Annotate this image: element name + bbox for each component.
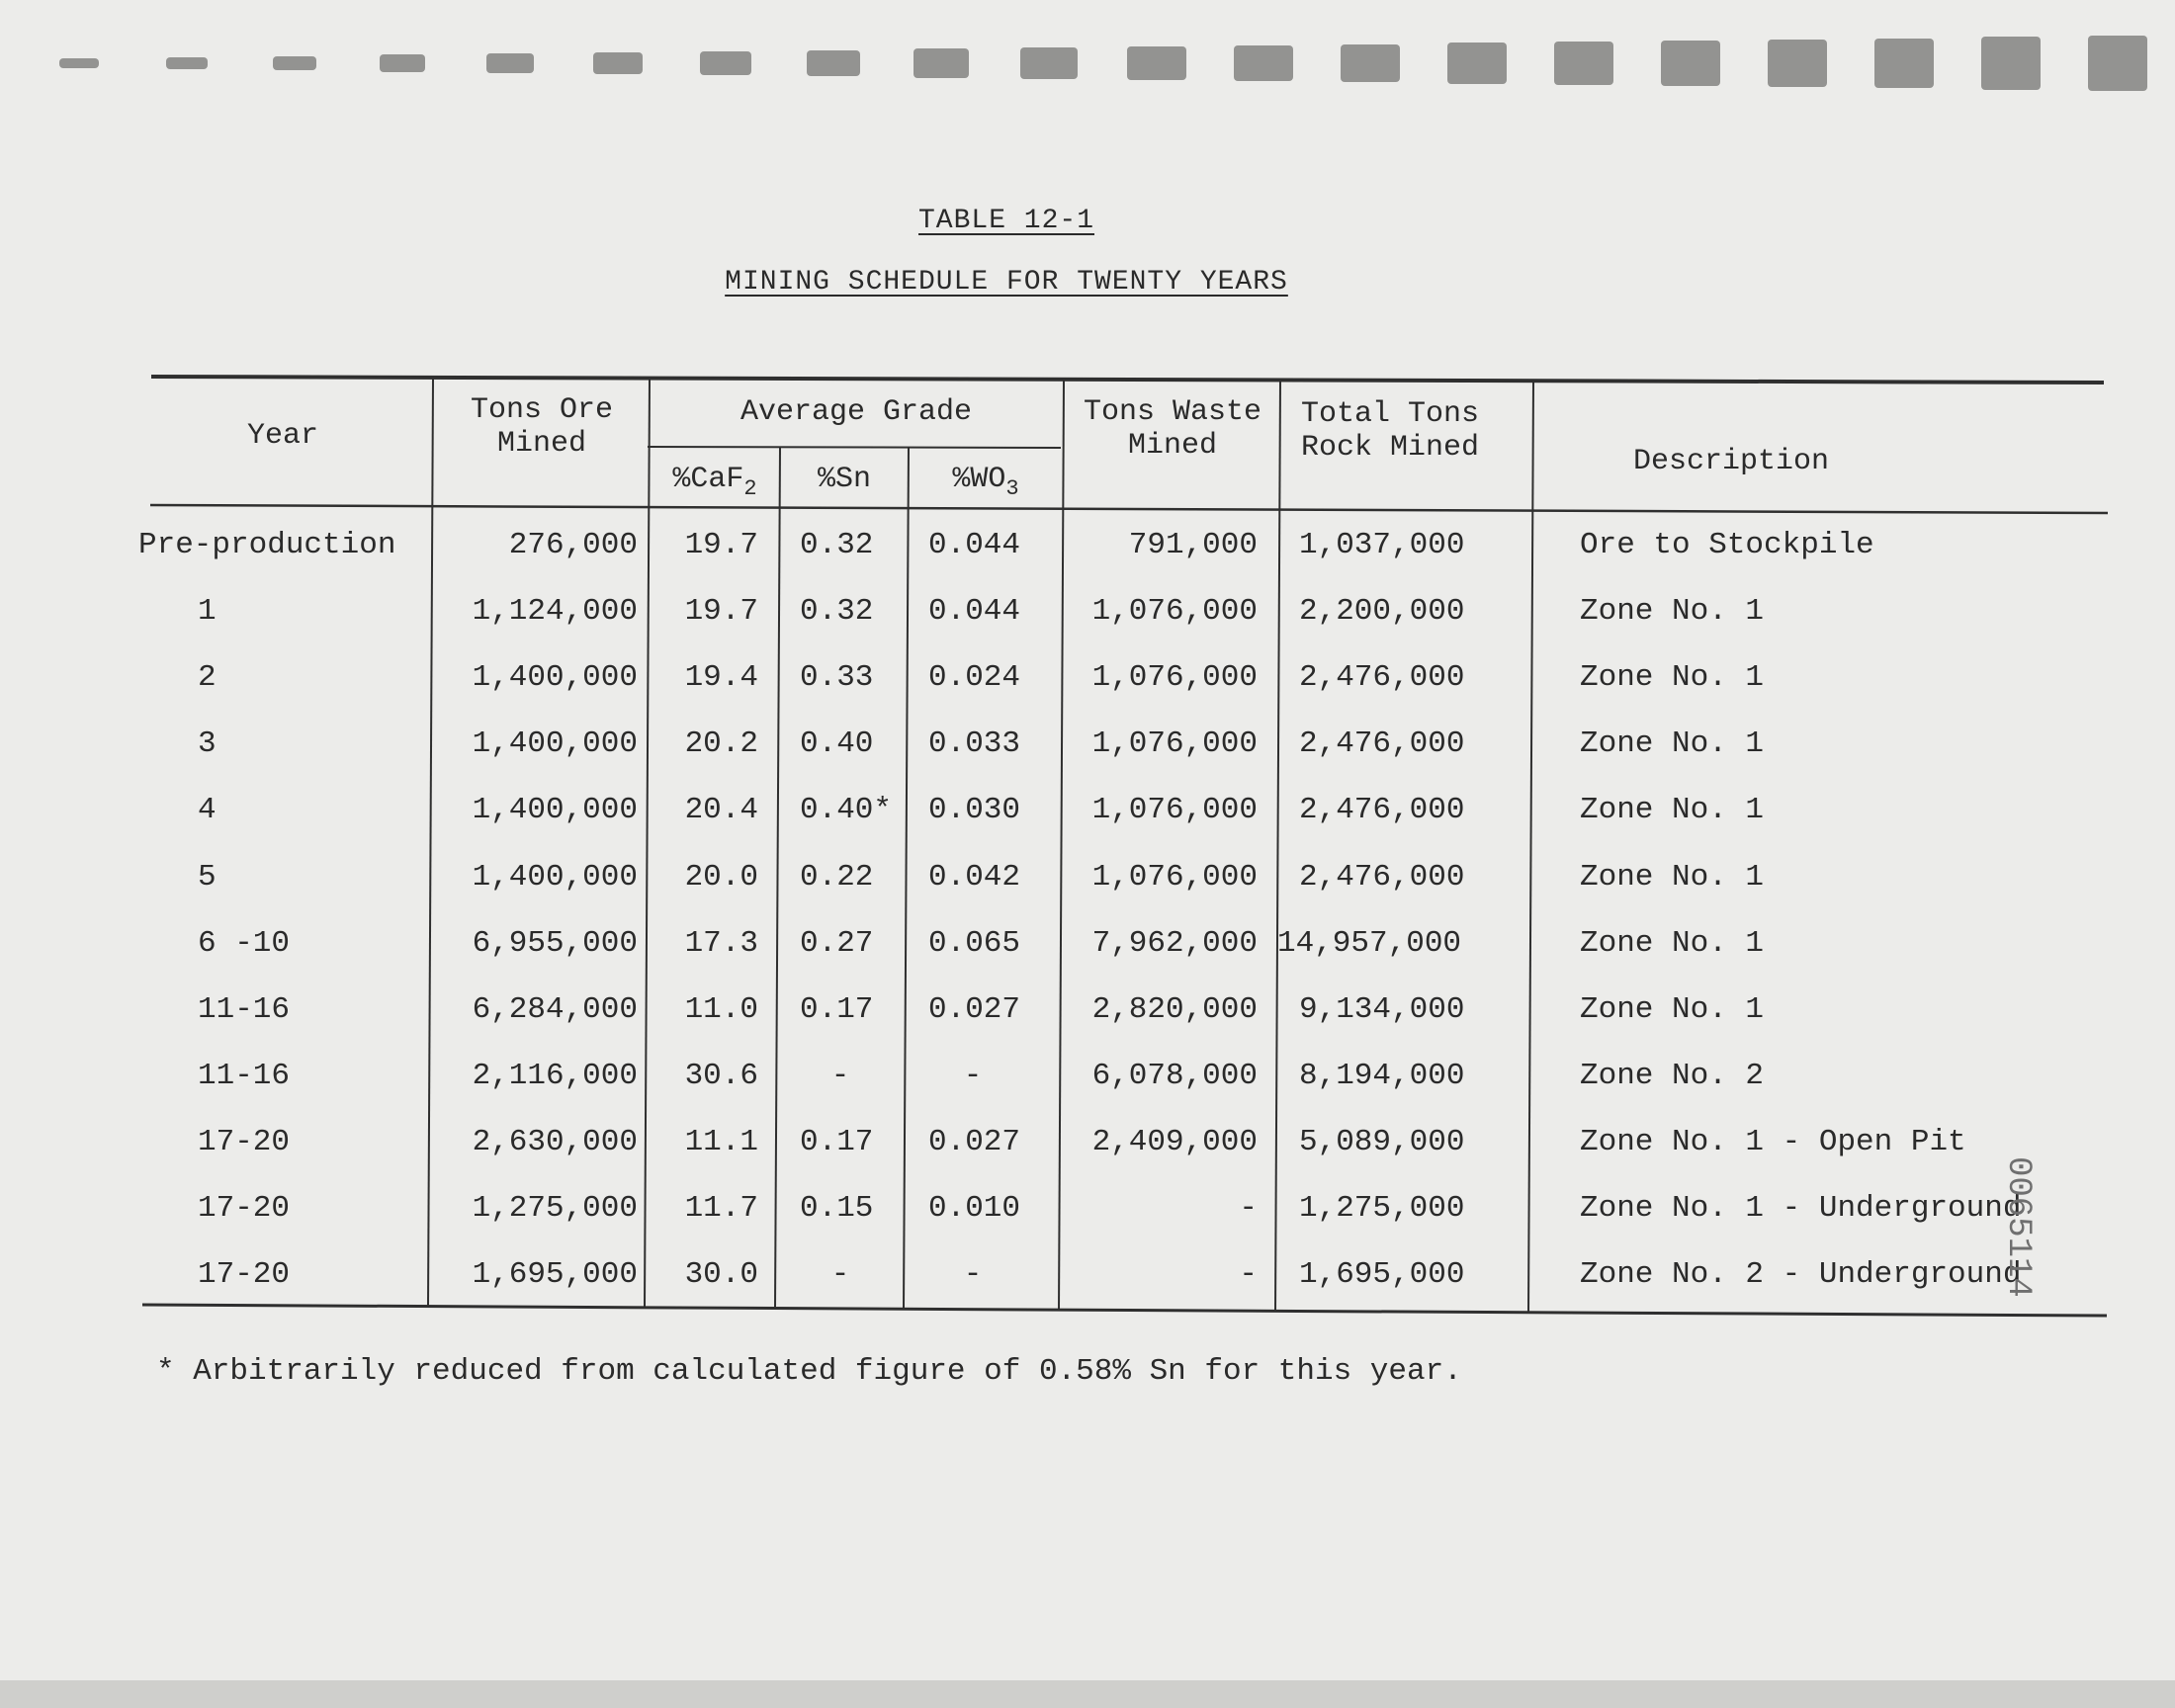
cell-sn: 0.27	[800, 925, 874, 961]
cell-year: 4	[198, 793, 217, 828]
cell-tons-ore: 1,695,000	[472, 1257, 638, 1293]
header-wo3: $\%WO_3$	[952, 463, 1019, 501]
cell-total-tons: 1,695,000	[1299, 1257, 1465, 1293]
cell-year: 1	[198, 594, 217, 630]
cell-tons-ore: 1,400,000	[472, 859, 638, 895]
cell-total-tons: 2,476,000	[1299, 726, 1465, 762]
cell-tons-ore: 276,000	[508, 528, 638, 562]
cell-wo3: 0.010	[928, 1191, 1021, 1226]
cell-sn: 0.17	[800, 1124, 874, 1159]
cell-total-tons: 14,957,000	[1277, 925, 1462, 961]
cell-tons-waste: 2,820,000	[1091, 991, 1258, 1027]
cell-description: Zone No. 1	[1580, 925, 1765, 961]
cell-wo3: 0.030	[928, 793, 1021, 828]
cell-sn: 0.15	[800, 1191, 874, 1226]
cell-caf2: 11.7	[684, 1191, 758, 1226]
margin-stamp: 0065114	[1999, 1156, 2037, 1298]
cell-total-tons: 2,200,000	[1299, 594, 1465, 630]
cell-wo3: 0.042	[928, 859, 1021, 895]
cell-year: 5	[198, 859, 217, 895]
cell-caf2: 11.0	[684, 991, 758, 1027]
cell-total-tons: 1,275,000	[1299, 1191, 1465, 1226]
cell-tons-ore: 1,275,000	[472, 1191, 638, 1226]
cell-tons-ore: 1,124,000	[472, 594, 638, 630]
header-total-tons-rock-mined: Total Tons Rock Mined	[1301, 397, 1480, 465]
cell-total-tons: 1,037,000	[1299, 528, 1465, 562]
cell-tons-waste: 6,078,000	[1091, 1058, 1258, 1093]
cell-description: Ore to Stockpile	[1580, 528, 1874, 562]
cell-wo3: 0.033	[928, 726, 1021, 762]
header-caf2: %CaF$_2$	[672, 463, 757, 501]
cell-wo3: 0.024	[928, 660, 1021, 696]
cell-caf2: 19.7	[684, 594, 758, 630]
cell-tons-waste: 2,409,000	[1091, 1124, 1258, 1159]
cell-wo3: 0.065	[928, 925, 1021, 961]
cell-caf2: 20.0	[684, 859, 758, 895]
cell-wo3: 0.044	[928, 594, 1021, 630]
cell-year: 17-20	[198, 1124, 291, 1159]
cell-year: 6 -10	[198, 925, 291, 961]
cell-description: Zone No. 1	[1580, 793, 1765, 828]
cell-sn: 0.32	[800, 594, 874, 630]
cell-sn: 0.40*	[800, 793, 893, 828]
header-tons-waste-mined: Tons Waste Mined	[1083, 395, 1262, 463]
cell-caf2: 19.4	[684, 660, 758, 696]
cell-caf2: 30.6	[684, 1058, 758, 1093]
cell-description: Zone No. 1	[1580, 726, 1765, 762]
header-average-grade: Average Grade	[740, 395, 973, 429]
cell-sn: 0.40	[800, 726, 874, 762]
cell-tons-waste: 1,076,000	[1091, 859, 1258, 895]
cell-tons-waste: 7,962,000	[1091, 925, 1258, 961]
cell-sn: 0.33	[800, 660, 874, 696]
cell-description: Zone No. 1	[1580, 594, 1765, 630]
cell-tons-waste: 1,076,000	[1091, 660, 1258, 696]
cell-sn: 0.22	[800, 859, 874, 895]
header-description: Description	[1632, 445, 1830, 478]
cell-year: 11-16	[198, 991, 291, 1027]
cell-total-tons: 9,134,000	[1299, 991, 1465, 1027]
table-number: TABLE 12-1	[917, 206, 1095, 236]
header-sn: %Sn	[817, 463, 871, 496]
cell-sn: -	[830, 1257, 850, 1293]
cell-year: Pre-production	[138, 528, 396, 562]
cell-tons-ore: 1,400,000	[472, 726, 638, 762]
cell-caf2: 17.3	[684, 925, 758, 961]
cell-description: Zone No. 1 - Underground	[1580, 1191, 2022, 1226]
cell-caf2: 20.4	[684, 793, 758, 828]
cell-tons-ore: 2,116,000	[472, 1058, 638, 1093]
cell-total-tons: 5,089,000	[1299, 1124, 1465, 1159]
cell-wo3: -	[963, 1058, 983, 1093]
cell-total-tons: 2,476,000	[1299, 793, 1465, 828]
cell-description: Zone No. 1 - Open Pit	[1580, 1124, 1966, 1159]
cell-tons-waste: 1,076,000	[1091, 594, 1258, 630]
cell-year: 11-16	[198, 1058, 291, 1093]
cell-caf2: 11.1	[684, 1124, 758, 1159]
cell-wo3: 0.027	[928, 1124, 1021, 1159]
header-tons-ore-mined: Tons Ore Mined	[470, 393, 614, 461]
cell-sn: 0.17	[800, 991, 874, 1027]
cell-caf2: 30.0	[684, 1257, 758, 1293]
cell-wo3: -	[963, 1257, 983, 1293]
cell-total-tons: 2,476,000	[1299, 859, 1465, 895]
cell-total-tons: 2,476,000	[1299, 660, 1465, 696]
cell-tons-waste: 791,000	[1128, 528, 1258, 562]
cell-description: Zone No. 2 - Underground	[1580, 1257, 2022, 1293]
cell-total-tons: 8,194,000	[1299, 1058, 1465, 1093]
cell-sn: 0.32	[800, 528, 874, 562]
cell-description: Zone No. 1	[1580, 660, 1765, 696]
cell-tons-ore: 6,284,000	[472, 991, 638, 1027]
cell-sn: -	[830, 1058, 850, 1093]
cell-tons-ore: 6,955,000	[472, 925, 638, 961]
cell-year: 17-20	[198, 1257, 291, 1293]
cell-tons-waste: -	[1239, 1191, 1258, 1226]
cell-wo3: 0.027	[928, 991, 1021, 1027]
cell-description: Zone No. 1	[1580, 859, 1765, 895]
header-year: Year	[246, 419, 318, 453]
cell-year: 3	[198, 726, 217, 762]
cell-description: Zone No. 2	[1580, 1058, 1765, 1093]
cell-description: Zone No. 1	[1580, 991, 1765, 1027]
table-title: MINING SCHEDULE FOR TWENTY YEARS	[725, 267, 1288, 298]
footnote: * Arbitrarily reduced from calculated figure of 0.58% Sn for this year.	[156, 1354, 1462, 1389]
cell-tons-ore: 2,630,000	[472, 1124, 638, 1159]
cell-caf2: 20.2	[684, 726, 758, 762]
cell-year: 17-20	[198, 1191, 291, 1226]
cell-tons-ore: 1,400,000	[472, 660, 638, 696]
cell-tons-waste: 1,076,000	[1091, 726, 1258, 762]
cell-caf2: 19.7	[684, 528, 758, 562]
cell-year: 2	[198, 660, 217, 696]
cell-tons-waste: -	[1239, 1257, 1258, 1293]
cell-wo3: 0.044	[928, 528, 1021, 562]
cell-tons-waste: 1,076,000	[1091, 793, 1258, 828]
cell-tons-ore: 1,400,000	[472, 793, 638, 828]
